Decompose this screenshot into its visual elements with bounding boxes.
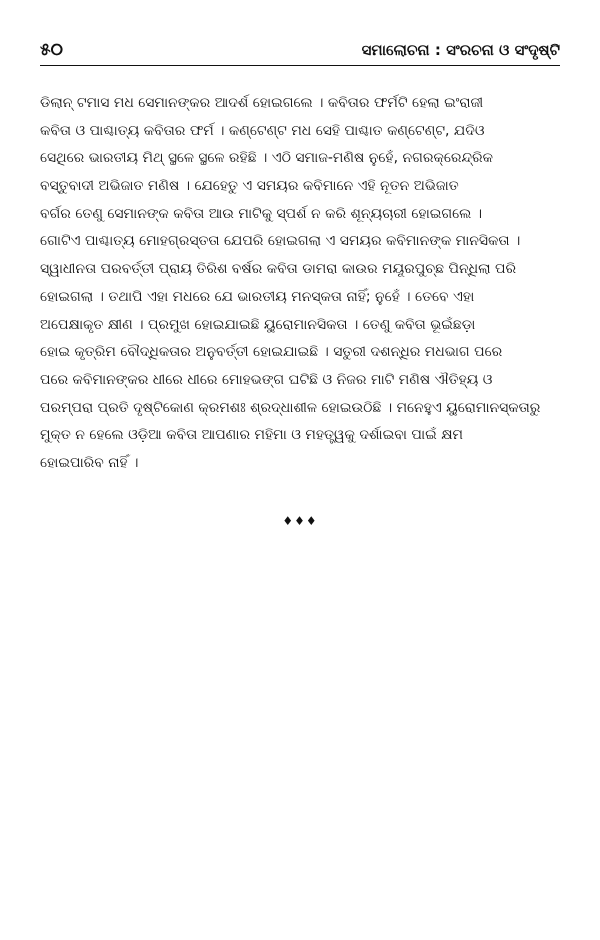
text-line: ପରମ୍ପରା ପ୍ରତି ଦୃଷ୍ଟିକୋଣ କ୍ରମଶଃ ଶ୍ରଦ୍ଧାଶୀଳ ହୋଇଉଠିଛି । ମନେହୁଏ ୟୁରୋମାନସ୍କତାରୁ xyxy=(40,399,541,416)
running-title: ସମାଲୋଚନା : ସଂରଚନା ଓ ସଂଦୃଷ୍ଟି xyxy=(361,41,560,59)
text-line: ପରେ କବିମାନଙ୍କର ଧୀରେ ଧୀରେ ମୋହଭଙ୍ଗ ଘଟିଛି ଓ ନିଜର ମାଟି ମଣିଷ ଐତିହ୍ୟ ଓ xyxy=(40,371,493,388)
text-line: ଡିଲାନ୍ ଟମାସ ମଧ ସେମାନଙ୍କର ଆଦର୍ଶ ହୋଇଗଲେ । କବିତାର ଫର୍ମଟି ହେଲା ଇଂରାଜୀ xyxy=(40,95,484,111)
text-line: ଅପେକ୍ଷାକୃତ କ୍ଷୀଣ । ପ୍ରମୁଖ ହୋଇଯାଇଛି ୟୁରୋମାନସିକତା । ତେଣୁ କବିତା ଭୂଇଁଛଡ଼ା xyxy=(40,316,476,333)
text-line: ମୁକ୍ତ ନ ହେଲେ ଓଡ଼ିଆ କବିତା ଆପଣାର ମହିମା ଓ ମହତ୍ତ୍ୱକୁ ଦର୍ଶାଇବା ପାଇଁ କ୍ଷମ xyxy=(40,427,463,444)
text-line: ବସ୍ତୁବାଦୀ ଅଭିଜାତ ମଣିଷ । ଯେହେତୁ ଏ ସମୟର କବିମାନେ ଏହି ନୂତନ ଅଭିଜାତ xyxy=(40,178,459,195)
page-number: ୫୦ xyxy=(40,40,63,60)
running-header xyxy=(40,38,560,62)
header-rule xyxy=(40,65,560,66)
body-paragraph xyxy=(40,90,560,478)
section-end-ornament: ♦♦♦ xyxy=(282,514,318,528)
text-line: ହୋଇ କୃତ୍ରିମ ବୌଦ୍ଧିକତାର ଅନୁବର୍ତ୍ତୀ ହୋଇଯାଇଛି । ସତୁରୀ ଦଶନ୍ଧିର ମଧଭାଗ ପରେ xyxy=(40,344,503,361)
text-line: କବିତା ଓ ପାଶ୍ଚାତ୍ୟ କବିତାର ଫର୍ମ । କଣ୍ଟେଣ୍ଟ ମଧ ସେହି ପାଶ୍ଚାତ କଣ୍ଟେଣ୍ଟ, ଯଦିଓ xyxy=(40,122,485,139)
text-line: ହୋଇପାରିବ ନାହିଁ । xyxy=(40,454,139,471)
text-line: ହୋଇଗଲା । ତଥାପି ଏହା ମଧରେ ଯେ ଭାରତୀୟ ମନସ୍କତା ନାହିଁ; ନୁହେଁ । ତେବେ ଏହା xyxy=(40,288,475,305)
text-line: ଗୋଟିଏ ପାଶ୍ଚାତ୍ୟ ମୋହଗ୍ରସ୍ତତା ଯେପରି ହୋଇଗଲା ଏ ସମୟର କବିମାନଙ୍କ ମାନସିକତା । xyxy=(40,233,521,250)
text-line: ସେଥିରେ ଭାରତୀୟ ମିଥ୍ ସ୍ଥଳେ ସ୍ଥଳେ ରହିଛି । ଏଠି ସମାଜ-ମଣିଷ ନୁହେଁ, ନଗରକ୍ରେନ୍ଦ୍ରିକ xyxy=(40,150,493,167)
text-line: ସ୍ୱାଧୀନତା ପରବର୍ତ୍ତୀ ପ୍ରାୟ ତିରିଶ ବର୍ଷର କବିତା ଡାମରା କାଉର ମୟୂରପୁଚ୍ଛ ପିନ୍ଧିଲା ପରି xyxy=(40,261,517,278)
text-line: ବର୍ଗର ତେଣୁ ସେମାନଙ୍କ କବିତା ଆଉ ମାଟିକୁ ସ୍ପର୍ଶ ନ କରି ଶୂନ୍ୟଚାରୀ ହୋଇଗଲେ । xyxy=(40,205,483,222)
